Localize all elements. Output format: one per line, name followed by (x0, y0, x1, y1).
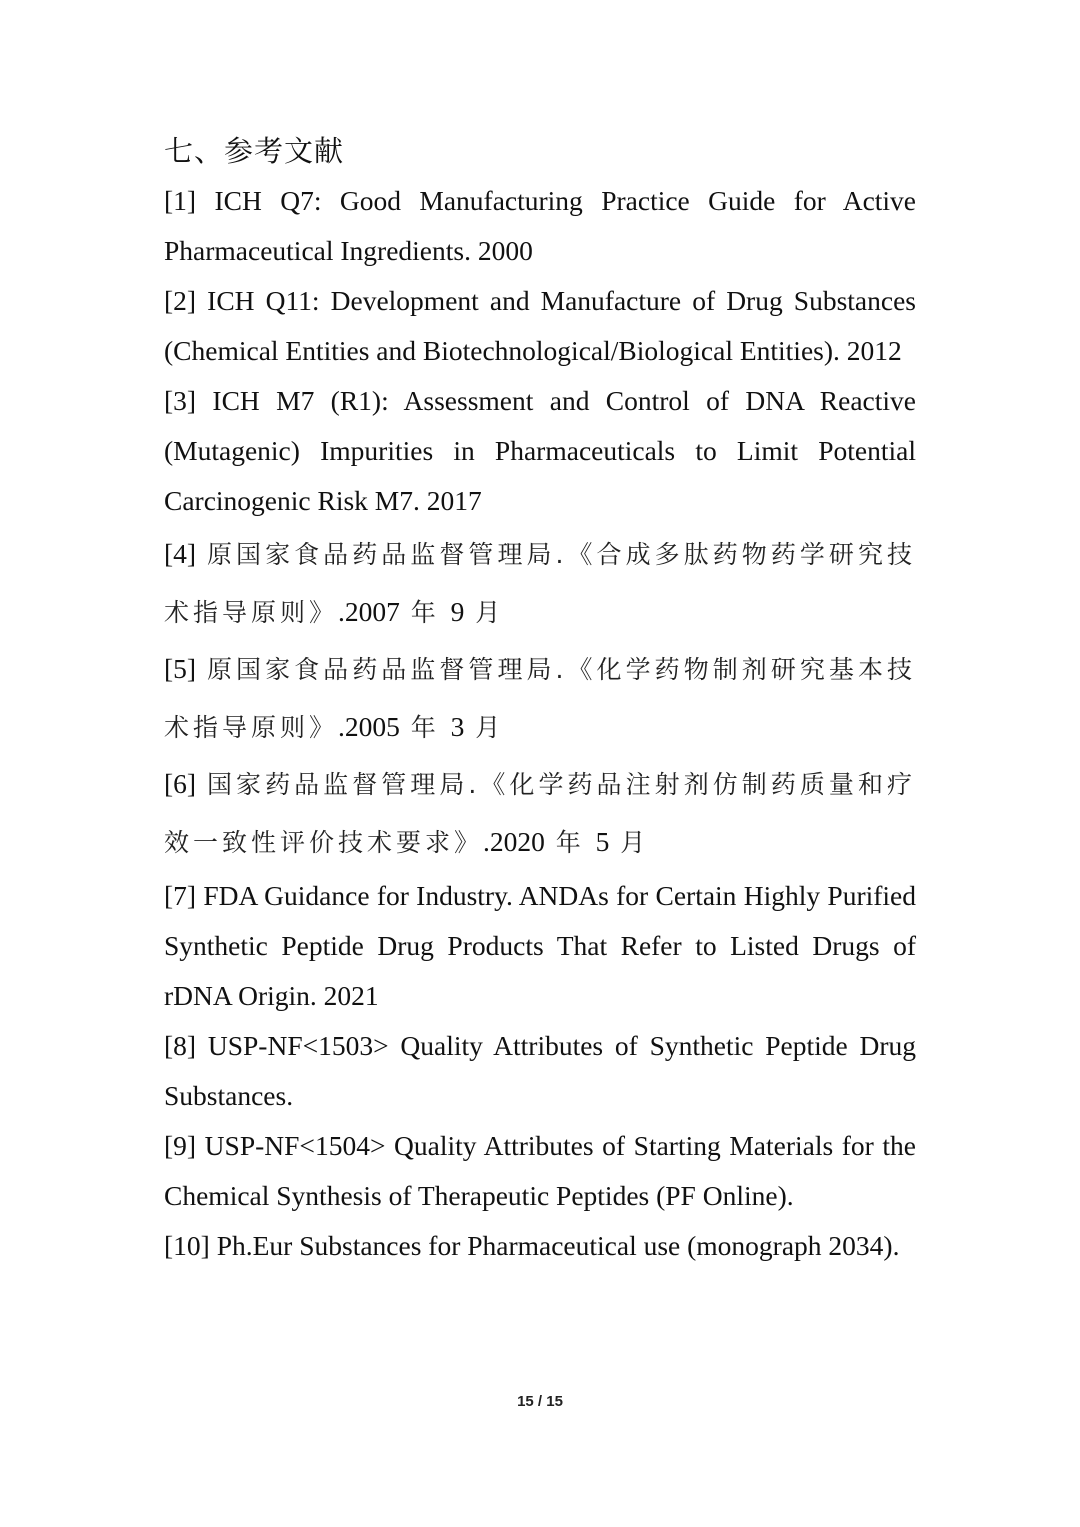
reference-8 (164, 1021, 916, 1121)
reference-text: USP-NF<1504> Quality Attributes of Starting Materials for the Chemical Synthesis of Therapeutic Peptides (PF Online). (164, 1130, 917, 1211)
reference-text: ICH Q7: Good Manufacturing Practice Guide for Active Pharmaceutical Ingredients. 2000 (164, 185, 917, 266)
reference-text: Ph.Eur Substances for Pharmaceutical use (monograph 2034). (216, 1230, 900, 1261)
reference-number: [2] (164, 285, 197, 316)
reference-month: 3 (450, 710, 465, 742)
reference-9 (164, 1121, 916, 1221)
reference-text: ICH Q11: Development and Manufacture of Drug Substances (Chemical Entities and Biotechnological/Biological Entities). 2012 (164, 285, 916, 366)
reference-year: .2005 (338, 710, 400, 742)
reference-7 (164, 871, 916, 1021)
reference-2 (164, 276, 916, 376)
reference-month: 5 (595, 825, 610, 857)
year-char: 年 (410, 712, 440, 742)
reference-text: 原国家食品药品监督管理局.《合成多肽药物药学研究技术指导原则》 (164, 540, 916, 627)
reference-text: 原国家食品药品监督管理局.《化学药物制剂研究基本技术指导原则》 (164, 655, 916, 742)
reference-number: [3] (164, 385, 197, 416)
reference-text: ICH M7 (R1): Assessment and Control of DNA Reactive (Mutagenic) Impurities in Pharmaceuticals to Limit Potential Carcinogenic Risk M7. 2017 (164, 385, 916, 516)
reference-number: [1] (164, 185, 197, 216)
reference-text: FDA Guidance for Industry. ANDAs for Certain Highly Purified Synthetic Peptide Drug Products That Refer to Listed Drugs of rDNA Origin. 2021 (164, 880, 917, 1011)
reference-3 (164, 376, 916, 526)
reference-10 (164, 1221, 916, 1271)
reference-text: USP-NF<1503> Quality Attributes of Synthetic Peptide Drug Substances. (164, 1030, 917, 1111)
reference-year: .2007 (338, 595, 400, 627)
reference-text: 国家药品监督管理局.《化学药品注射剂仿制药质量和疗效一致性评价技术要求》 (164, 770, 916, 857)
reference-1 (164, 176, 916, 276)
year-char: 年 (555, 827, 585, 857)
year-char: 年 (410, 597, 440, 627)
month-char: 月 (620, 827, 650, 857)
reference-4 (164, 526, 916, 641)
month-char: 月 (475, 597, 505, 627)
section-heading: 七、参考文献 (164, 134, 345, 168)
reference-number: [8] (164, 1030, 197, 1061)
reference-number: [5] (164, 653, 197, 684)
reference-month: 9 (450, 595, 465, 627)
reference-number: [4] (164, 538, 197, 569)
reference-5 (164, 641, 916, 756)
reference-number: [7] (164, 880, 197, 911)
reference-number: [6] (164, 768, 197, 799)
reference-number: [9] (164, 1130, 197, 1161)
page-number: 15 / 15 (517, 1393, 563, 1410)
document-page (164, 126, 916, 1271)
month-char: 月 (475, 712, 505, 742)
reference-6 (164, 756, 916, 871)
reference-number: [10] (164, 1230, 210, 1261)
reference-year: .2020 (483, 825, 545, 857)
